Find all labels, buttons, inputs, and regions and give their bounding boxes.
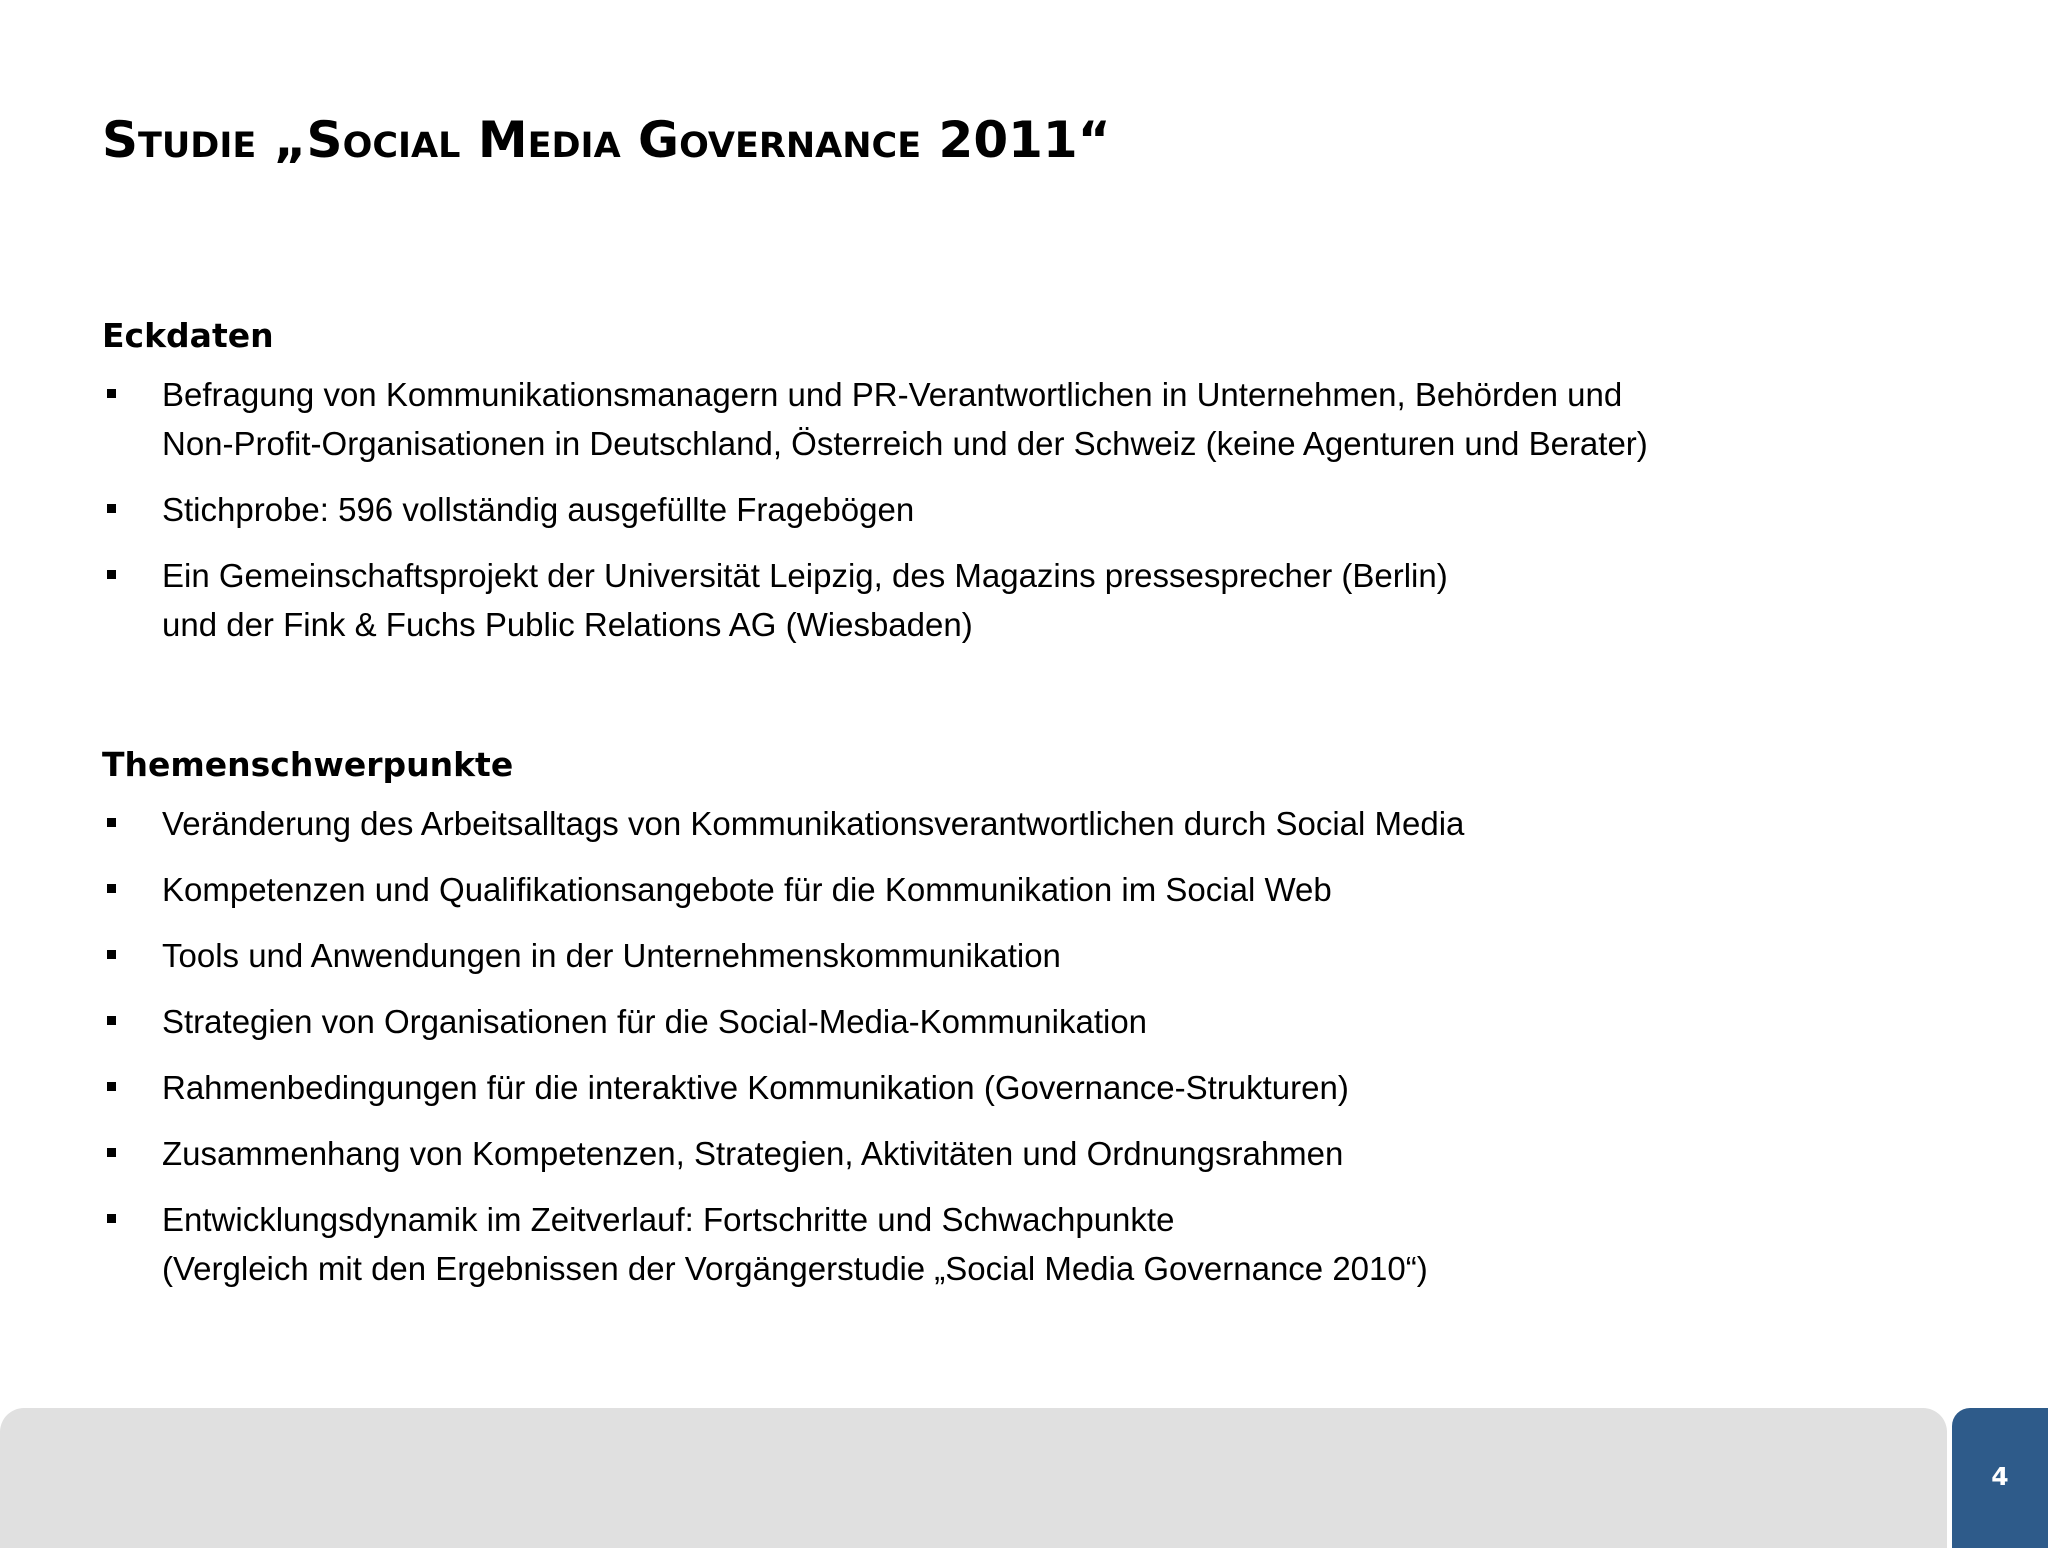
- section-heading-eckdaten: Eckdaten: [102, 316, 274, 355]
- section-heading-themenschwerpunkte: Themenschwerpunkte: [102, 745, 514, 784]
- list-item-line: Strategien von Organisationen für die Social-Media-Kommunikation: [162, 1003, 1148, 1040]
- square-bullet-icon: [107, 1214, 116, 1223]
- list-item-line: Stichprobe: 596 vollständig ausgefüllte Fragebögen: [162, 491, 915, 528]
- list-item-line: Non-Profit-Organisationen in Deutschland, Österreich und der Schweiz (keine Agenturen und Berater): [162, 425, 1648, 462]
- square-bullet-icon: [107, 1148, 116, 1157]
- square-bullet-icon: [107, 389, 116, 398]
- page-number-box: [1952, 1408, 2048, 1548]
- footer-bar: [0, 1408, 1947, 1548]
- bullet-list-themenschwerpunkte: [102, 799, 1922, 1293]
- section-themenschwerpunkte: [102, 741, 1922, 1310]
- square-bullet-icon: [107, 1082, 116, 1091]
- square-bullet-icon: [107, 950, 116, 959]
- square-bullet-icon: [107, 818, 116, 827]
- list-item: [102, 931, 1922, 980]
- square-bullet-icon: [107, 504, 116, 513]
- list-item: [102, 485, 1922, 534]
- list-item: [102, 799, 1922, 848]
- list-item-line: Zusammenhang von Kompetenzen, Strategien, Aktivitäten und Ordnungsrahmen: [162, 1135, 1344, 1172]
- list-item: [102, 1195, 1922, 1293]
- list-item-line: Ein Gemeinschaftsprojekt der Universität Leipzig, des Magazins pressesprecher (Berlin): [162, 557, 1448, 594]
- list-item: [102, 370, 1922, 468]
- list-item: [102, 1063, 1922, 1112]
- list-item: [102, 997, 1922, 1046]
- square-bullet-icon: [107, 570, 116, 579]
- list-item-line: Tools und Anwendungen in der Unternehmenskommunikation: [162, 937, 1061, 974]
- list-item: [102, 865, 1922, 914]
- list-item: [102, 551, 1922, 649]
- square-bullet-icon: [107, 1016, 116, 1025]
- list-item-line: Veränderung des Arbeitsalltags von Kommunikationsverantwortlichen durch Social Media: [162, 805, 1465, 842]
- list-item-line: Entwicklungsdynamik im Zeitverlauf: Fortschritte und Schwachpunkte: [162, 1201, 1175, 1238]
- list-item-line: Kompetenzen und Qualifikationsangebote für die Kommunikation im Social Web: [162, 871, 1332, 908]
- square-bullet-icon: [107, 884, 116, 893]
- list-item-line: Rahmenbedingungen für die interaktive Kommunikation (Governance-Strukturen): [162, 1069, 1349, 1106]
- page-number: 4: [1991, 1462, 2009, 1491]
- list-item-line: Befragung von Kommunikationsmanagern und PR-Verantwortlichen in Unternehmen, Behörden und: [162, 376, 1623, 413]
- list-item: [102, 1129, 1922, 1178]
- section-eckdaten: [102, 312, 1922, 666]
- list-item-line: und der Fink & Fuchs Public Relations AG (Wiesbaden): [162, 606, 973, 643]
- slide-title: Studie „Social Media Governance 2011“: [102, 111, 1111, 169]
- bullet-list-eckdaten: [102, 370, 1922, 649]
- list-item-line: (Vergleich mit den Ergebnissen der Vorgängerstudie „Social Media Governance 2010“): [162, 1250, 1428, 1287]
